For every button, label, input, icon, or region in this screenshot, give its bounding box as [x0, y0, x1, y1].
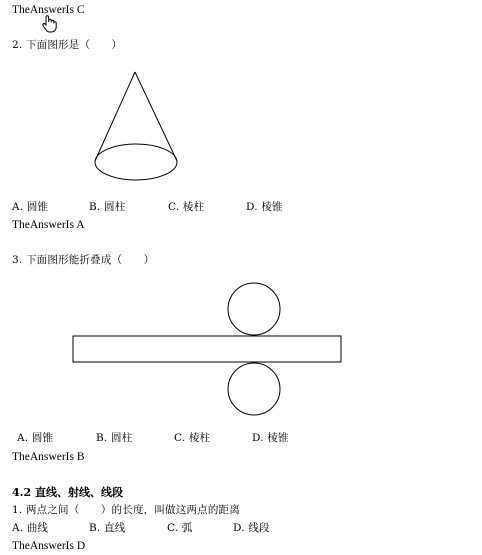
option-c: C. 棱柱: [174, 432, 211, 444]
option-a: A. 圆锥: [17, 432, 54, 444]
answer-line: TheAnswerIs D: [12, 540, 86, 552]
section-question-1-prompt: 1. 两点之间（ ）的长度，叫做这两点的距离: [12, 504, 240, 516]
option-c: C. 棱柱: [168, 201, 205, 213]
option-b: B. 圆柱: [96, 432, 133, 444]
option-d: D. 线段: [233, 522, 270, 534]
option-a: A. 曲线: [12, 522, 49, 534]
question-2-prompt: 2. 下面图形是（ ）: [12, 39, 123, 51]
option-d: D. 棱锥: [246, 201, 283, 213]
answer-line: TheAnswerIs B: [12, 451, 85, 463]
option-b: B. 圆柱: [89, 201, 126, 213]
question-3-prompt: 3. 下面图形能折叠成（ ）: [12, 254, 155, 266]
option-b: B. 直线: [89, 522, 126, 534]
answer-line: TheAnswerIs A: [12, 219, 85, 231]
option-c: C. 弧: [167, 522, 193, 534]
option-d: D. 棱锥: [252, 432, 289, 444]
option-a: A. 圆锥: [12, 201, 49, 213]
section-heading: 4.2 直线、射线、线段: [12, 486, 123, 499]
answer-line: TheAnswerIs C: [12, 4, 85, 16]
